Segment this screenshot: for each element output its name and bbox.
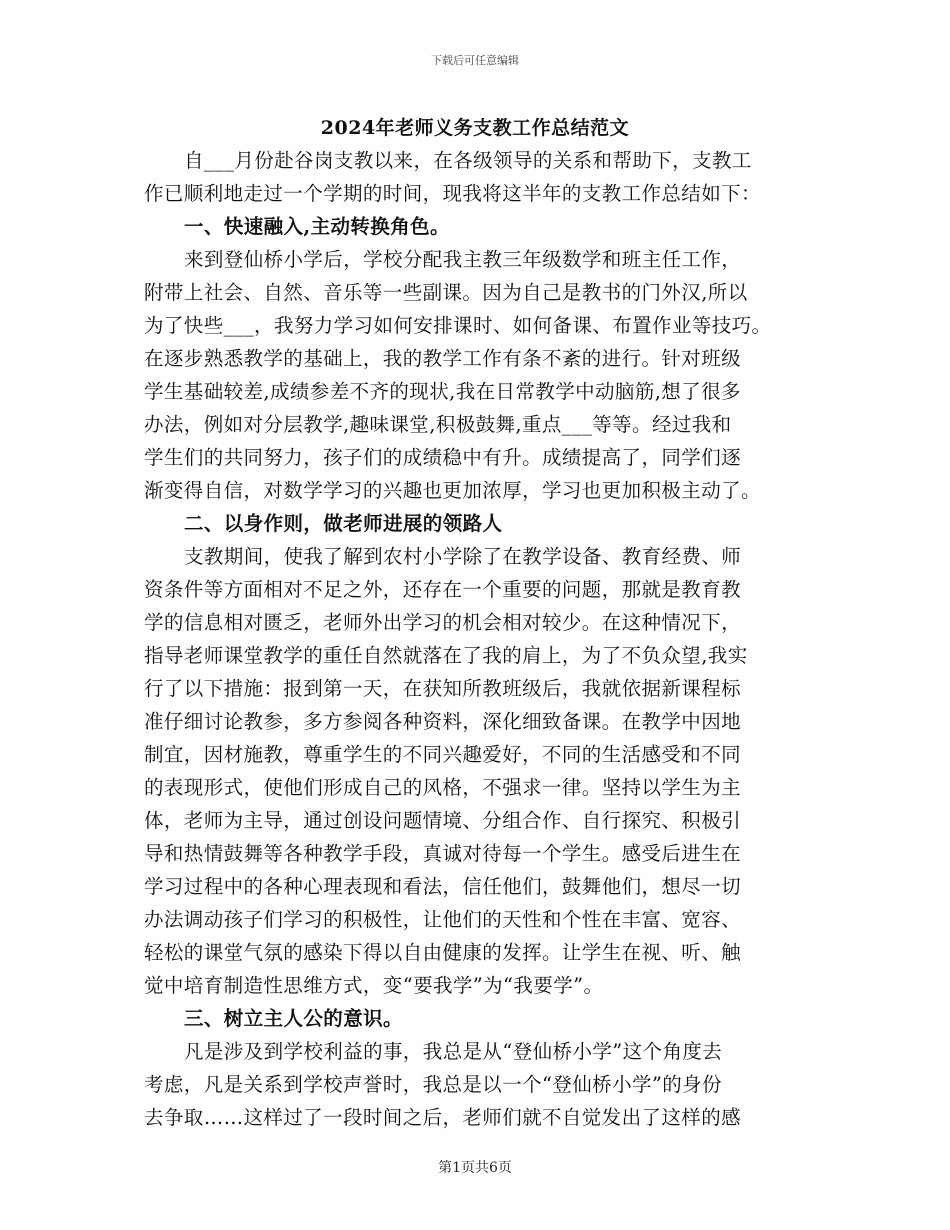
- paragraph-line: 支教期间，使我了解到农村小学除了在教学设备、教育经费、师: [184, 545, 742, 568]
- section-heading: 一、快速融入,主动转换角色。: [184, 215, 450, 238]
- paragraph-line: 体，老师为主导，通过创设问题情境、分组合作、自行探究、积极引: [144, 809, 742, 832]
- paragraph-line: 为了快些___，我努力学习如何安排课时、如何备课、布置作业等技巧。: [144, 314, 772, 337]
- paragraph-line: 行了以下措施：报到第一天，在获知所教班级后，我就依据新课程标: [144, 677, 742, 700]
- section-heading: 三、树立主人公的意识。: [184, 1007, 403, 1030]
- paragraph-line: 考虑，凡是关系到学校声誉时，我总是以一个“登仙桥小学”的身份: [144, 1073, 722, 1096]
- paragraph-line: 资条件等方面相对不足之外，还存在一个重要的问题，那就是教育教: [144, 578, 742, 601]
- paragraph-line: 作已顺利地走过一个学期的时间，现我将这半年的支教工作总结如下：: [144, 182, 761, 205]
- paragraph-line: 学生基础较差,成绩参差不齐的现状,我在日常教学中动脑筋,想了很多: [144, 380, 741, 403]
- paragraph-line: 学的信息相对匮乏，老师外出学习的机会相对较少。在这种情况下，: [144, 611, 742, 634]
- paragraph-line: 的表现形式，使他们形成自己的风格，不强求一律。坚持以学生为主: [144, 776, 742, 799]
- paragraph-line: 制宜，因材施教，尊重学生的不同兴趣爱好，不同的生活感受和不同: [144, 743, 742, 766]
- paragraph-line: 指导老师课堂教学的重任自然就落在了我的肩上，为了不负众望,我实: [144, 644, 748, 667]
- page-header-note: 下载后可任意编辑: [431, 54, 519, 67]
- paragraph-line: 觉中培育制造性思维方式，变“要我学”为“我要学”。: [144, 974, 604, 997]
- paragraph-line: 轻松的课堂气氛的感染下得以自由健康的发挥。让学生在视、听、触: [144, 941, 742, 964]
- paragraph-line: 导和热情鼓舞等各种教学手段，真诚对待每一个学生。感受后进生在: [144, 842, 742, 865]
- paragraph-line: 办法，例如对分层教学,趣味课堂,积极鼓舞,重点___等等。经过我和: [144, 413, 732, 436]
- paragraph-line: 准仔细讨论教参，多方参阅各种资料，深化细致备课。在教学中因地: [144, 710, 742, 733]
- page-number: 第1页共6页: [438, 1160, 512, 1176]
- document-title: 2024年老师义务支教工作总结范文: [320, 117, 630, 139]
- paragraph-line: 去争取……这样过了一段时间之后，老师们就不自觉发出了这样的感: [144, 1106, 742, 1129]
- section-heading: 二、以身作则，做老师进展的领路人: [184, 512, 503, 535]
- paragraph-line: 凡是涉及到学校利益的事，我总是从“登仙桥小学”这个角度去: [184, 1040, 723, 1063]
- paragraph-line: 渐变得自信，对数学学习的兴趣也更加浓厚，学习也更加积极主动了。: [144, 479, 761, 502]
- document-body: [144, 144, 814, 1134]
- paragraph-line: 附带上社会、自然、音乐等一些副课。因为自己是教书的门外汉,所以: [144, 281, 748, 304]
- paragraph-line: 在逐步熟悉教学的基础上，我的教学工作有条不紊的进行。针对班级: [144, 347, 742, 370]
- paragraph-line: 自___月份赴谷岗支教以来，在各级领导的关系和帮助下，支教工: [184, 149, 752, 172]
- paragraph-line: 学生们的共同努力，孩子们的成绩稳中有升。成绩提高了，同学们逐: [144, 446, 742, 469]
- paragraph-line: 办法调动孩子们学习的积极性，让他们的天性和个性在丰富、宽容、: [144, 908, 742, 931]
- paragraph-line: 来到登仙桥小学后，学校分配我主教三年级数学和班主任工作，: [184, 248, 742, 271]
- paragraph-line: 学习过程中的各种心理表现和看法，信任他们，鼓舞他们，想尽一切: [144, 875, 742, 898]
